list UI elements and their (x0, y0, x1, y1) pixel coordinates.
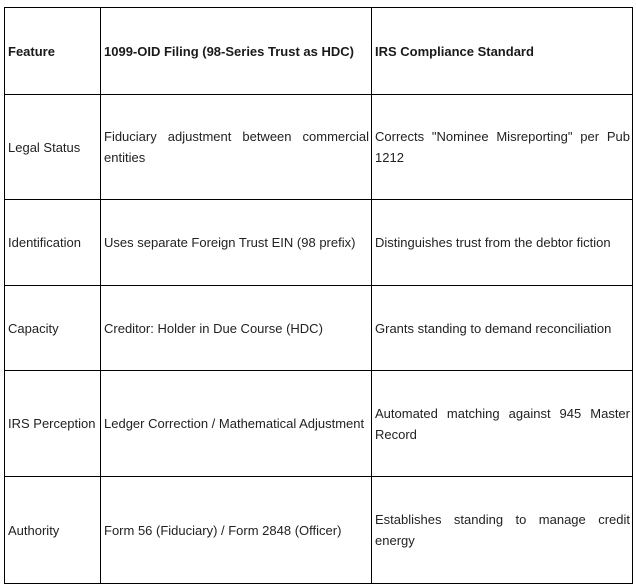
table-row (5, 200, 633, 286)
row-feature-cell: IRS Perception (5, 371, 101, 477)
row-filing-cell: Form 56 (Fiduciary) / Form 2848 (Officer) (101, 477, 372, 584)
header-1099-oid-filing: 1099-OID Filing (98-Series Trust as HDC) (101, 8, 372, 95)
table-row (5, 95, 633, 200)
row-compliance-cell: Corrects "Nominee Misreporting" per Pub 1212 (372, 95, 633, 200)
row-feature-cell: Capacity (5, 286, 101, 371)
table-row (5, 477, 633, 584)
table-row (5, 371, 633, 477)
header-feature: Feature (5, 8, 101, 95)
row-filing-cell: Ledger Correction / Mathematical Adjustment (101, 371, 372, 477)
comparison-table (4, 7, 633, 584)
row-filing-cell: Creditor: Holder in Due Course (HDC) (101, 286, 372, 371)
row-compliance-cell: Distinguishes trust from the debtor fiction (372, 200, 633, 286)
header-irs-compliance: IRS Compliance Standard (372, 8, 633, 95)
table-header-row (5, 8, 633, 95)
row-filing-cell: Uses separate Foreign Trust EIN (98 prefix) (101, 200, 372, 286)
row-feature-cell: Identification (5, 200, 101, 286)
row-compliance-cell: Establishes standing to manage credit energy (372, 477, 633, 584)
row-compliance-cell: Grants standing to demand reconciliation (372, 286, 633, 371)
row-feature-cell: Authority (5, 477, 101, 584)
row-feature-cell: Legal Status (5, 95, 101, 200)
row-filing-cell: Fiduciary adjustment between commercial entities (101, 95, 372, 200)
table-row (5, 286, 633, 371)
row-compliance-cell: Automated matching against 945 Master Record (372, 371, 633, 477)
